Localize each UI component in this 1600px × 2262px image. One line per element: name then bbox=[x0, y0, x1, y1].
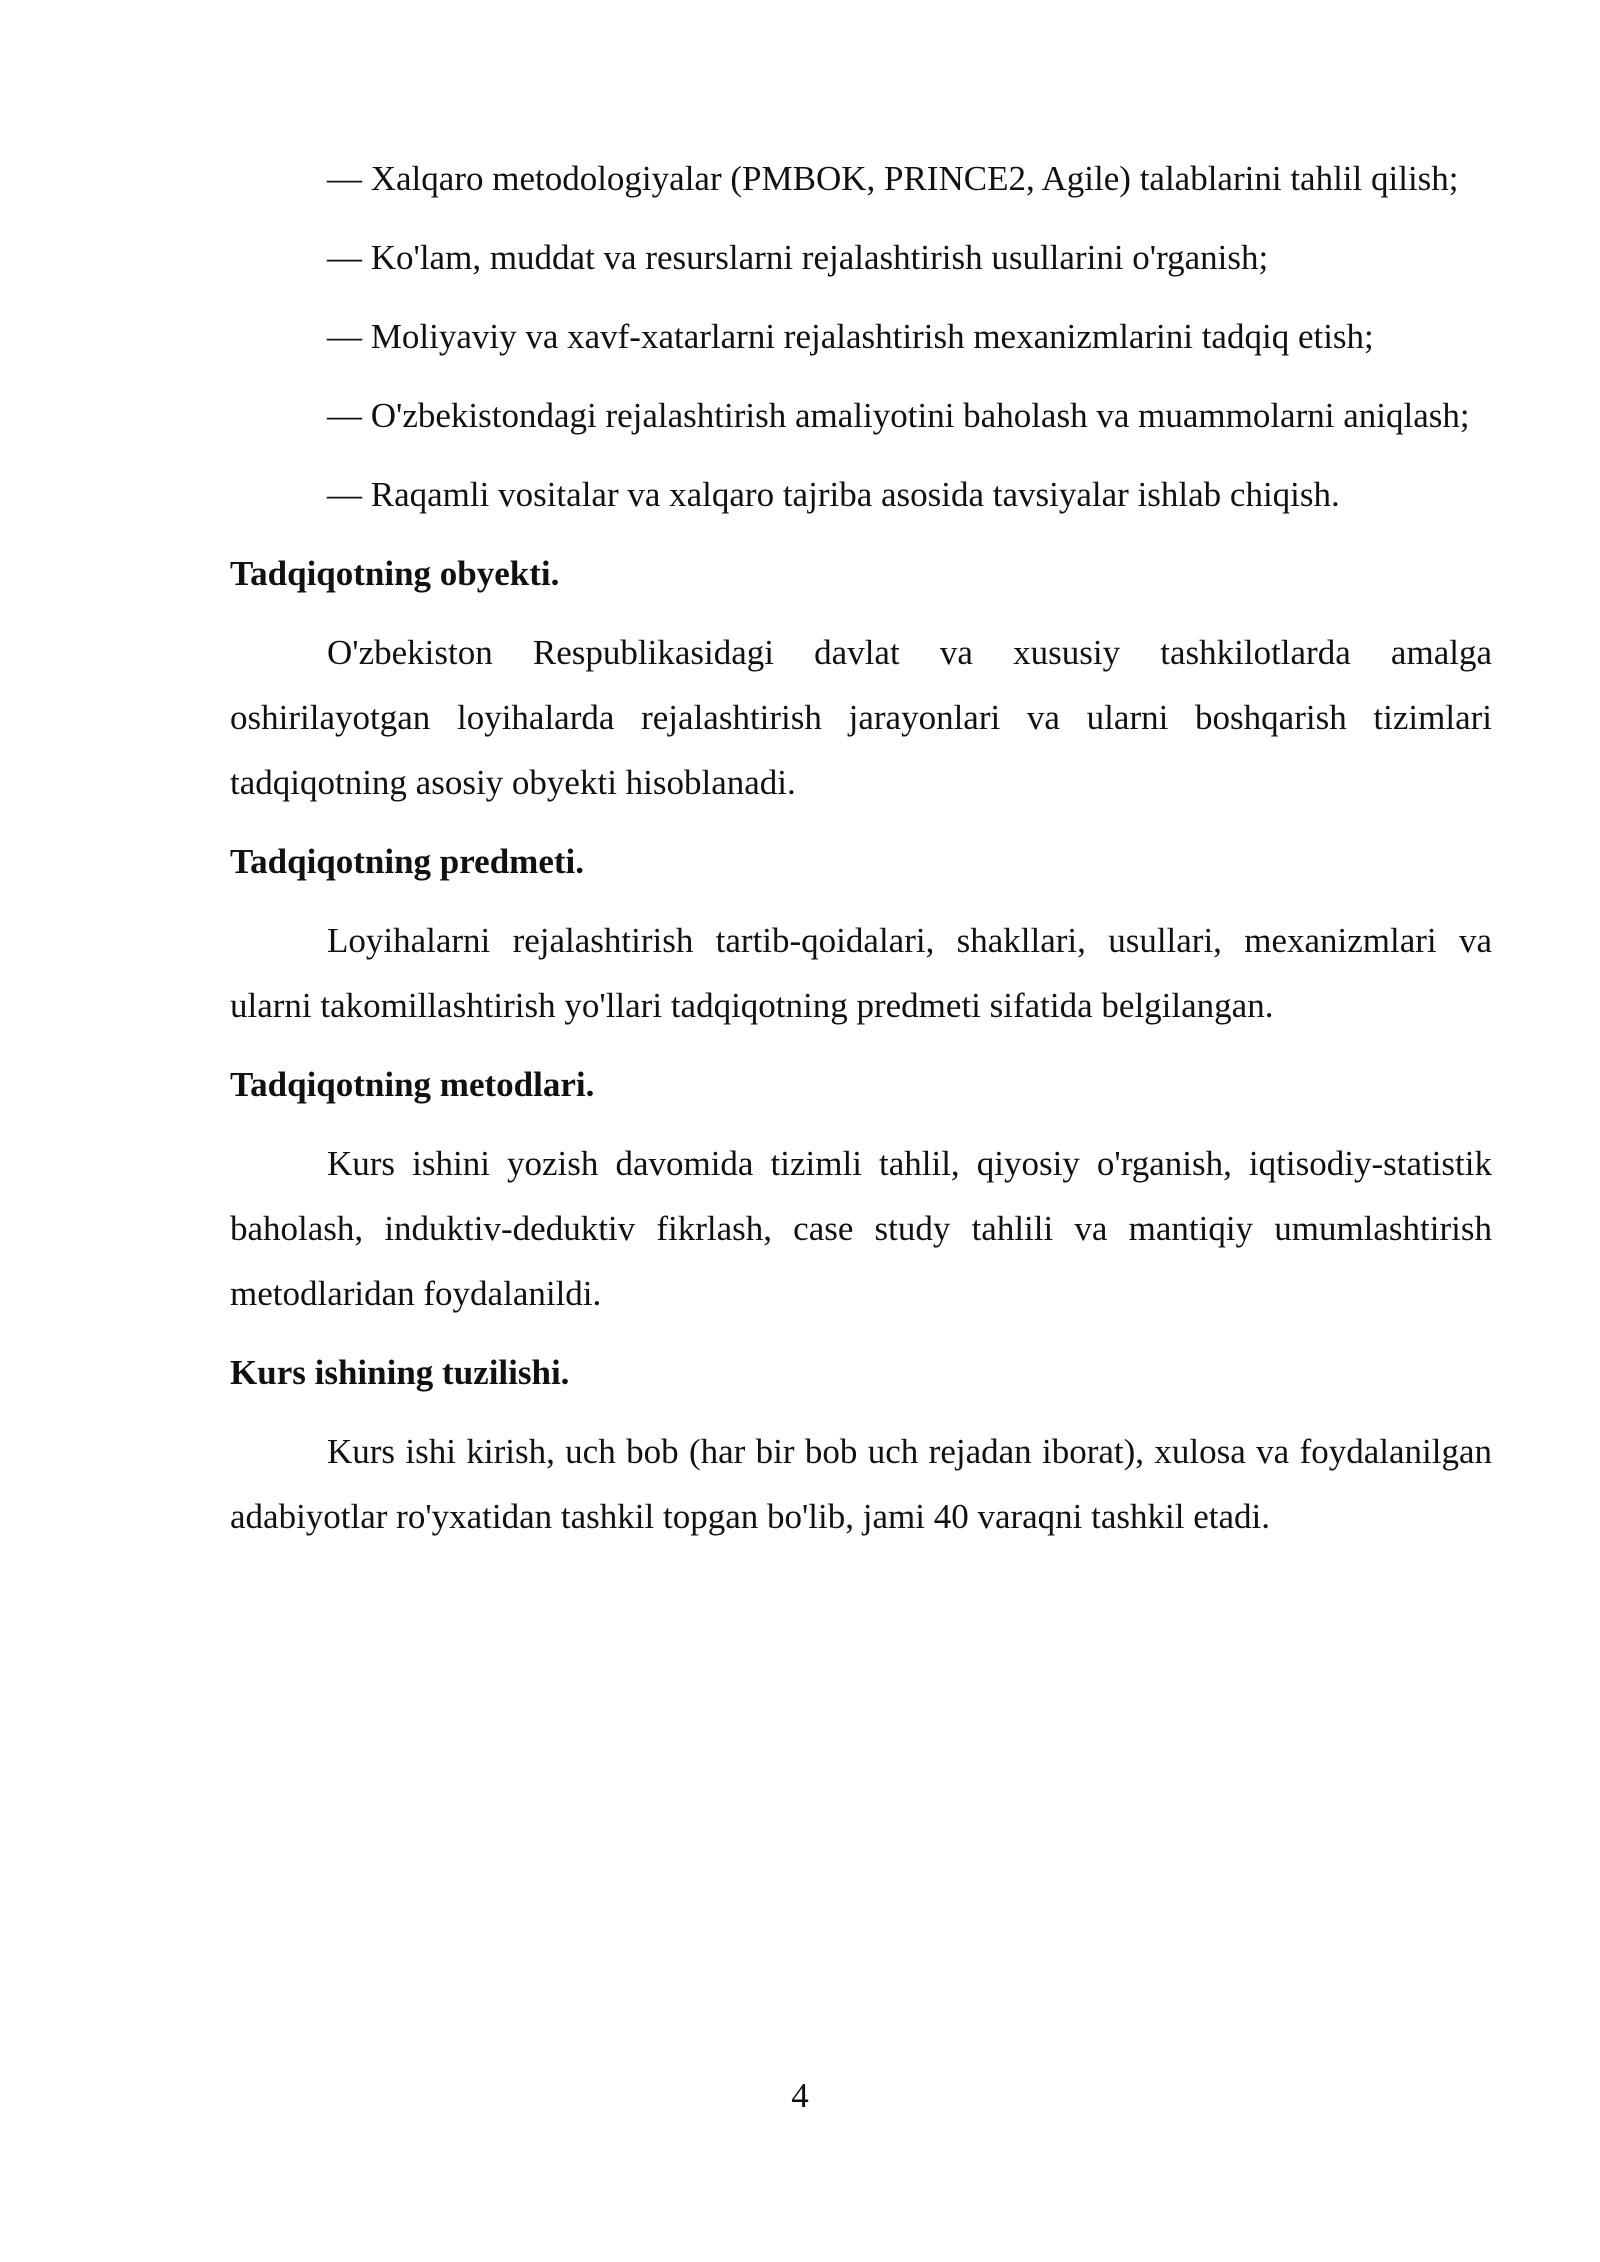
list-item-scope-planning: — Ko'lam, muddat va resurslarni rejalashtirish usullarini o'rganish; bbox=[327, 238, 1269, 277]
section-text-subject: Loyihalarni rejalashtirish tartib-qoidalari, shakllari, usullari, mexanizmlari va ularni takomillashtirish yo'llari tadqiqotning predmeti sifatida belgilangan. bbox=[230, 921, 1492, 1025]
list-item-methodologies: — Xalqaro metodologiyalar (PMBOK, PRINCE2, Agile) talablarini tahlil qilish; bbox=[327, 159, 1459, 198]
page-body bbox=[230, 146, 1492, 1563]
section-heading-object: Tadqiqotning obyekti. bbox=[230, 554, 560, 593]
section-text-object: O'zbekiston Respublikasidagi davlat va xususiy tashkilotlarda amalga oshirilayotgan loyihalarda rejalashtirish jarayonlari va ularni boshqarish tizimlari tadqiqotning asosiy obyekti hisoblanadi. bbox=[230, 633, 1492, 802]
section-text-methods: Kurs ishini yozish davomida tizimli tahlil, qiyosiy o'rganish, iqtisodiy-statistik baholash, induktiv-deduktiv fikrlash, case study tahlili va mantiqiy umumlashtirish metodlaridan foydalanildi. bbox=[230, 1144, 1492, 1313]
section-heading-structure: Kurs ishining tuzilishi. bbox=[230, 1353, 570, 1392]
section-heading-methods: Tadqiqotning metodlari. bbox=[230, 1065, 595, 1104]
section-text-structure: Kurs ishi kirish, uch bob (har bir bob uch rejadan iborat), xulosa va foydalanilgan adabiyotlar ro'yxatidan tashkil topgan bo'lib, jami 40 varaqni tashkil etadi. bbox=[230, 1432, 1492, 1536]
list-item-financial-risk: — Moliyaviy va xavf-xatarlarni rejalashtirish mexanizmlarini tadqiq etish; bbox=[327, 317, 1374, 356]
list-item-recommendations: — Raqamli vositalar va xalqaro tajriba asosida tavsiyalar ishlab chiqish. bbox=[327, 475, 1340, 514]
list-item-uzbekistan-practice: — O'zbekistondagi rejalashtirish amaliyotini baholash va muammolarni aniqlash; bbox=[327, 396, 1470, 435]
page-number: 4 bbox=[791, 2076, 809, 2115]
section-heading-subject: Tadqiqotning predmeti. bbox=[230, 842, 584, 881]
